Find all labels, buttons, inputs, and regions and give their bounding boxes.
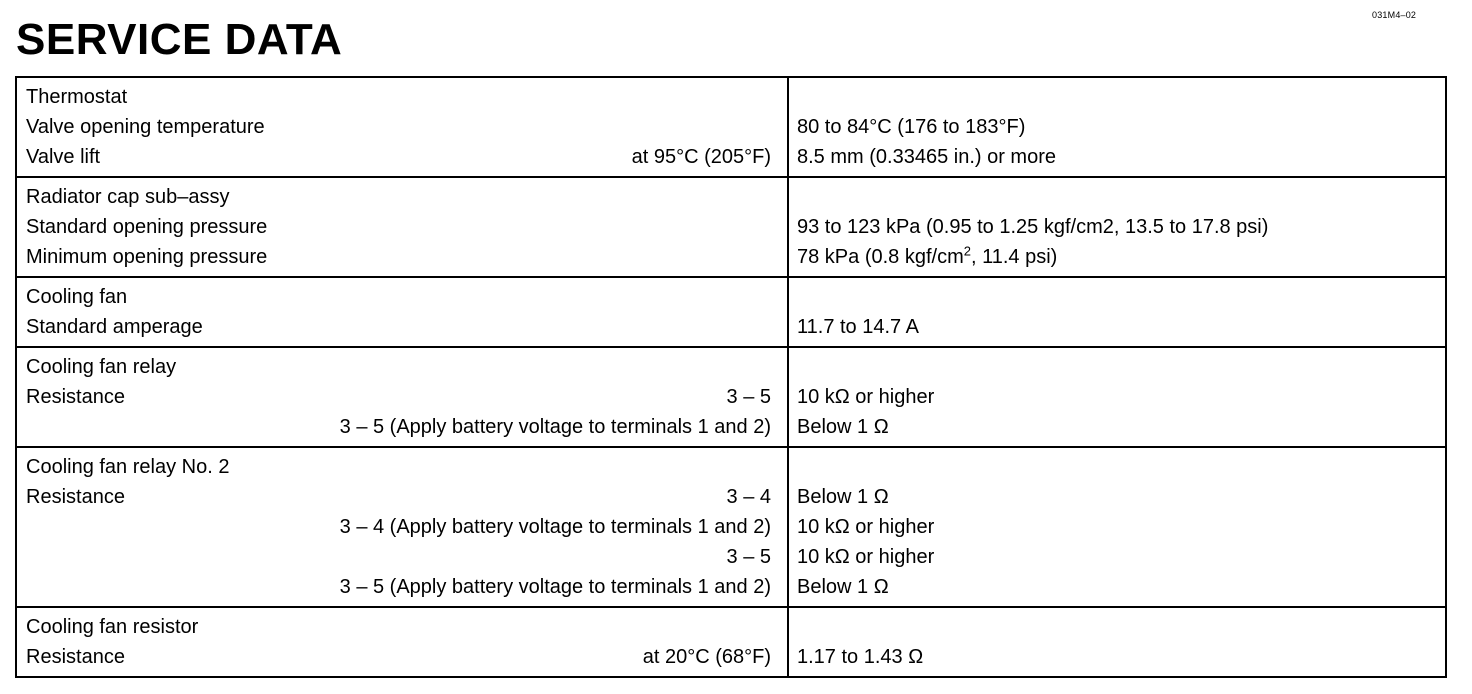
row-label: Resistance xyxy=(26,646,125,668)
row-label: Thermostat xyxy=(26,86,128,108)
row-label: Standard opening pressure xyxy=(26,216,268,238)
row-label: Standard amperage xyxy=(26,316,203,338)
table-row xyxy=(17,312,1445,342)
row-label: Cooling fan relay xyxy=(26,356,177,378)
table-row xyxy=(17,412,1445,442)
section-cooling-fan xyxy=(17,276,1445,346)
table-row xyxy=(17,242,1445,272)
table-row xyxy=(17,282,1445,312)
table-row xyxy=(17,572,1445,602)
section-cooling-fan-relay xyxy=(17,346,1445,446)
document-code: 031M4–02 xyxy=(1372,10,1417,20)
row-condition: 3 – 5 (Apply battery voltage to terminals 1 and 2) xyxy=(339,416,771,438)
table-row xyxy=(17,142,1445,172)
row-label: Cooling fan resistor xyxy=(26,616,199,638)
table-row xyxy=(17,352,1445,382)
row-condition: at 20°C (68°F) xyxy=(642,646,771,668)
row-value xyxy=(797,242,1057,272)
row-condition: 3 – 4 (Apply battery voltage to terminals 1 and 2) xyxy=(339,516,771,538)
row-value: Below 1 Ω xyxy=(797,416,889,438)
value-text: , 11.4 psi) xyxy=(970,246,1058,268)
row-condition: 3 – 5 (Apply battery voltage to terminals 1 and 2) xyxy=(339,576,771,598)
section-cooling-fan-resistor xyxy=(17,606,1445,676)
table-row xyxy=(17,82,1445,112)
table-row xyxy=(17,212,1445,242)
value-text: 78 kPa (0.8 kgf/cm xyxy=(797,246,964,268)
row-label: Minimum opening pressure xyxy=(26,246,268,268)
row-value: Below 1 Ω xyxy=(797,486,889,508)
row-label: Radiator cap sub–assy xyxy=(26,186,230,208)
row-value: 8.5 mm (0.33465 in.) or more xyxy=(797,146,1056,168)
row-value: 80 to 84°C (176 to 183°F) xyxy=(797,116,1026,138)
row-value: Below 1 Ω xyxy=(797,576,889,598)
table-row xyxy=(17,182,1445,212)
row-condition: 3 – 5 xyxy=(726,386,771,408)
row-value: 10 kΩ or higher xyxy=(797,516,935,538)
section-thermostat xyxy=(17,78,1445,176)
table-row xyxy=(17,612,1445,642)
table-row xyxy=(17,512,1445,542)
table-row xyxy=(17,452,1445,482)
table-row xyxy=(17,642,1445,672)
row-value: 1.17 to 1.43 Ω xyxy=(797,646,924,668)
row-label: Cooling fan relay No. 2 xyxy=(26,456,230,478)
row-label: Cooling fan xyxy=(26,286,128,308)
row-label: Resistance xyxy=(26,486,125,508)
row-condition: 3 – 5 xyxy=(726,546,771,568)
table-row xyxy=(17,382,1445,412)
row-condition: at 95°C (205°F) xyxy=(631,146,771,168)
section-radiator-cap xyxy=(17,176,1445,276)
row-value: 10 kΩ or higher xyxy=(797,546,935,568)
page-title: SERVICE DATA xyxy=(16,15,343,64)
table-row xyxy=(17,482,1445,512)
row-value: 93 to 123 kPa (0.95 to 1.25 kgf/cm2, 13.5 to 17.8 psi) xyxy=(797,216,1269,238)
row-value: 10 kΩ or higher xyxy=(797,386,935,408)
row-value: 11.7 to 14.7 A xyxy=(797,316,919,338)
table-row xyxy=(17,112,1445,142)
section-cooling-fan-relay-2 xyxy=(17,446,1445,606)
superscript: 2 xyxy=(963,243,971,259)
row-label: Valve opening temperature xyxy=(26,116,265,138)
service-data-table xyxy=(15,76,1447,678)
row-condition: 3 – 4 xyxy=(726,486,771,508)
table-row xyxy=(17,542,1445,572)
row-label: Valve lift xyxy=(26,146,101,168)
row-label: Resistance xyxy=(26,386,125,408)
